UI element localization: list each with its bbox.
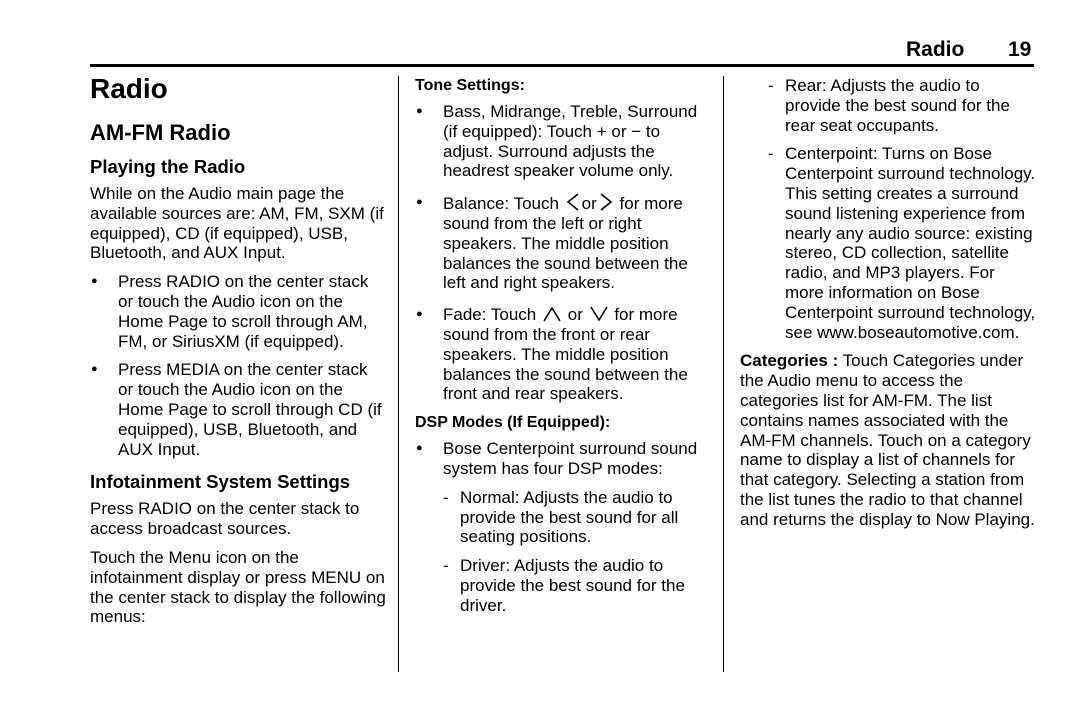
- list-item: ● Press MEDIA on the center stack or touch the Audio icon on the Home Page to scroll through CD (if equipped), USB, Bluetooth, and AUX Input.: [90, 360, 386, 459]
- subsection-playing-heading: Playing the Radio: [90, 156, 246, 177]
- chapter-title: Radio: [90, 73, 168, 104]
- header-rule: [90, 64, 1034, 67]
- fade-text-post: for more sound from the front or rear speakers. The middle position balances the sound between the front and rear speakers.: [443, 305, 688, 404]
- fade-or: or: [567, 305, 583, 325]
- left-arrow-icon: [566, 193, 580, 211]
- categories-label: Categories :: [740, 351, 839, 371]
- balance-text-pre: Balance: Touch: [443, 194, 559, 214]
- dsp-mode-list: [443, 488, 707, 616]
- fade-text-pre: Fade: Touch: [443, 305, 537, 325]
- down-arrow-icon: [590, 306, 608, 322]
- running-header-title: Radio: [906, 38, 965, 61]
- subsection-infotainment-heading: Infotainment System Settings: [90, 471, 351, 493]
- list-item: - Driver: Adjusts the audio to provide the best sound for the driver.: [443, 556, 707, 615]
- list-item: ● Bose Centerpoint surround sound system has four DSP modes:: [415, 439, 707, 479]
- balance-or: or: [581, 194, 597, 214]
- column-divider-2: [723, 76, 724, 672]
- column-3: [740, 76, 1036, 539]
- page-number: 19: [1008, 38, 1032, 61]
- dsp-mode-list-continued: [768, 76, 1036, 342]
- list-item: - Rear: Adjusts the audio to provide the best sound for the rear seat occupants.: [768, 76, 1036, 135]
- column-divider-1: [398, 76, 399, 672]
- balance-text-post: for more sound from the left or right speakers. The middle position balances the sound between the left and right speakers.: [443, 194, 688, 293]
- right-arrow-icon: [599, 193, 613, 211]
- dsp-bullets: [415, 439, 707, 479]
- section-title: AM-FM Radio: [90, 120, 231, 145]
- column-1: [90, 72, 386, 636]
- playing-intro: While on the Audio main page the available sources are: AM, FM, SXM (if equipped), CD (if equipped), USB, Bluetooth, and AUX Input.: [90, 184, 384, 263]
- balance-item: [415, 193, 707, 293]
- infotainment-para-1: Press RADIO on the center stack to access broadcast sources.: [90, 499, 360, 539]
- list-item: ● Press RADIO on the center stack or touch the Audio icon on the Home Page to scroll through AM, FM, or SiriusXM (if equipped).: [90, 272, 386, 351]
- up-arrow-icon: [543, 306, 561, 322]
- categories-text: Touch Categories under the Audio menu to access the categories list for AM-FM. The list contains names associated with the AM-FM channels. Touch on a category name to display a list of channels for that category. Selecting a station from the list tunes the radio to that channel and returns the display to Now Playing.: [740, 351, 1035, 529]
- tone-bullets: [415, 102, 707, 404]
- playing-bullets: [90, 272, 386, 459]
- list-item: - Normal: Adjusts the audio to provide the best sound for all seating positions.: [443, 488, 707, 547]
- list-item: - Centerpoint: Turns on Bose Centerpoint surround technology. This setting creates a surround sound listening experience from nearly any audio source: existing stereo, CD collection, satellite radio, and MP3 players. For more information on Bose Centerpoint surround technology, see www.boseautomotive.com.: [768, 144, 1036, 342]
- list-item: ● Bass, Midrange, Treble, Surround (if equipped): Touch + or − to adjust. Surround adjusts the headrest speaker volume only.: [415, 102, 707, 181]
- categories-paragraph: [740, 351, 1036, 529]
- column-2: [415, 76, 707, 625]
- fade-item: [415, 305, 707, 404]
- tone-settings-heading: Tone Settings:: [415, 77, 525, 94]
- infotainment-para-2: Touch the Menu icon on the infotainment display or press MENU on the center stack to display the following menus:: [90, 547, 386, 627]
- dsp-modes-heading: DSP Modes (If Equipped):: [415, 414, 611, 432]
